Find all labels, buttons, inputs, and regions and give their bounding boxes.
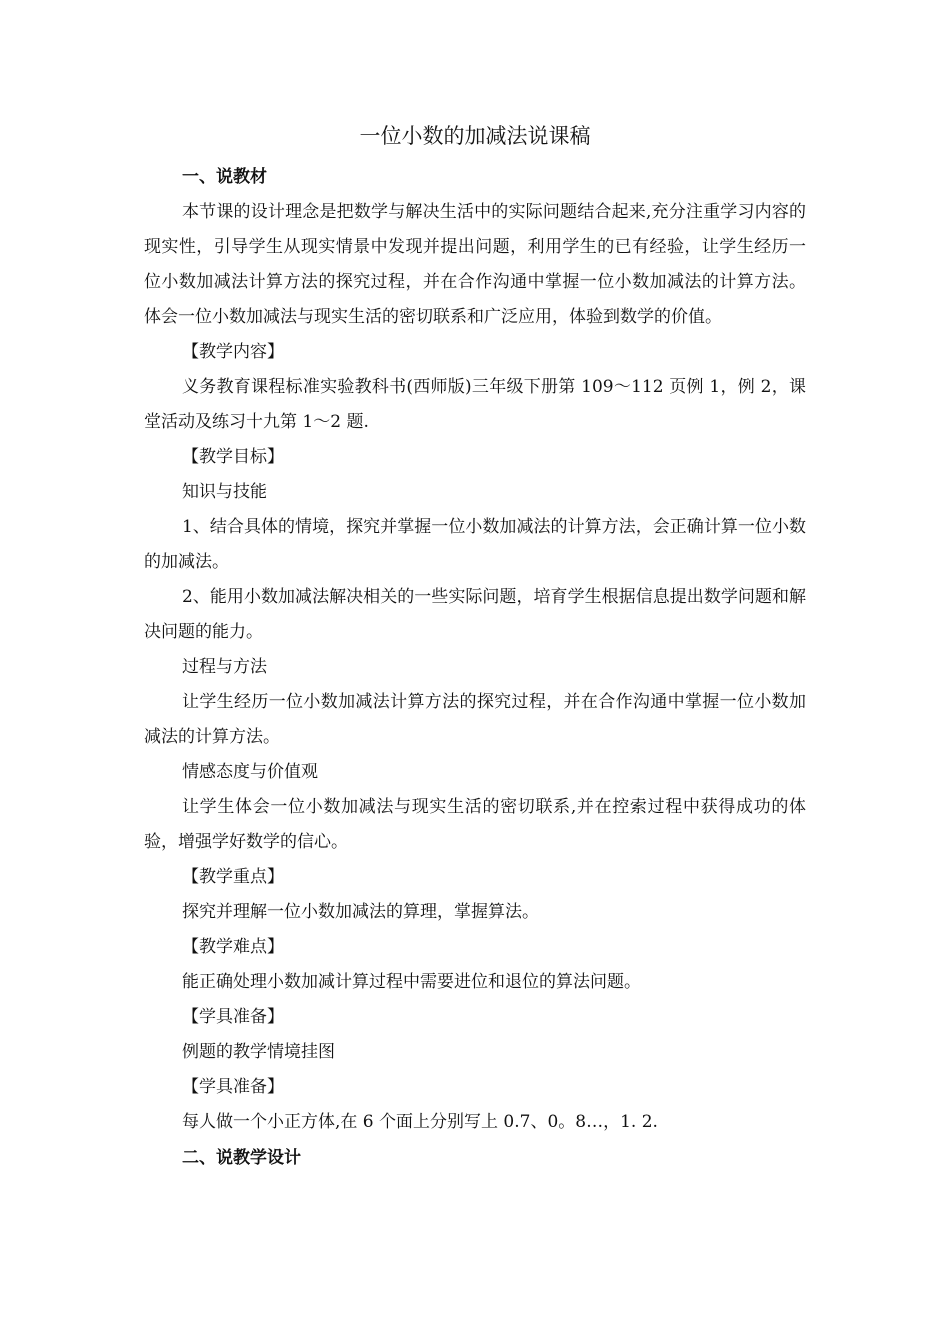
label-teaching-content: 【教学内容】 bbox=[182, 342, 284, 362]
paragraph-key-points: 探究并理解一位小数加减法的算理，掌握算法。 bbox=[182, 902, 539, 922]
label-materials-1: 【学具准备】 bbox=[182, 1007, 284, 1027]
document-title: 一位小数的加减法说课稿 bbox=[359, 124, 591, 148]
subheading-process-method: 过程与方法 bbox=[182, 657, 267, 677]
label-materials-2: 【学具准备】 bbox=[182, 1077, 284, 1097]
paragraph-goal-2: 2、能用小数加减法解决相关的一些实际问题，培育学生根据信息提出数学问题和解决问题的能力。 bbox=[144, 587, 806, 642]
paragraph-materials-2: 每人做一个小正方体,在 6 个面上分别写上 0.7、0。8…，1. 2. bbox=[182, 1112, 658, 1132]
label-key-points: 【教学重点】 bbox=[182, 867, 284, 887]
paragraph-materials-1: 例题的教学情境挂图 bbox=[182, 1042, 335, 1062]
subheading-knowledge-skills: 知识与技能 bbox=[182, 482, 267, 502]
paragraph-goal-1: 1、结合具体的情境，探究并掌握一位小数加减法的计算方法，会正确计算一位小数的加减法。 bbox=[144, 517, 806, 572]
label-teaching-goals: 【教学目标】 bbox=[182, 447, 284, 467]
section-heading-textbook: 一、说教材 bbox=[182, 167, 267, 187]
paragraph-emotion-values: 让学生体会一位小数加减法与现实生活的密切联系,并在控索过程中获得成功的体验，增强学好数学的信心。 bbox=[144, 797, 806, 852]
paragraph-process-method: 让学生经历一位小数加减法计算方法的探究过程，并在合作沟通中掌握一位小数加减法的计算方法。 bbox=[144, 692, 806, 747]
subheading-emotion-values: 情感态度与价值观 bbox=[182, 762, 318, 782]
paragraph-design-concept: 本节课的设计理念是把数学与解决生活中的实际问题结合起来,充分注重学习内容的现实性，引导学生从现实情景中发现并提出问题，利用学生的已有经验，让学生经历一位小数加减法计算方法的探究过程，并在合作沟通中掌握一位小数加减法的计算方法。体会一位小数加减法与现实生活的密切联系和广泛应用，体验到数学的价值。 bbox=[144, 202, 806, 327]
label-difficult-points: 【教学难点】 bbox=[182, 937, 284, 957]
paragraph-difficult-points: 能正确处理小数加减计算过程中需要进位和退位的算法问题。 bbox=[182, 972, 641, 992]
document-body bbox=[144, 160, 806, 1176]
section-heading-teaching-design: 二、说教学设计 bbox=[182, 1148, 301, 1168]
paragraph-teaching-content: 义务教育课程标准实验教科书(西师版)三年级下册第 109～112 页例 1，例 2，课堂活动及练习十九第 1～2 题. bbox=[144, 377, 806, 432]
